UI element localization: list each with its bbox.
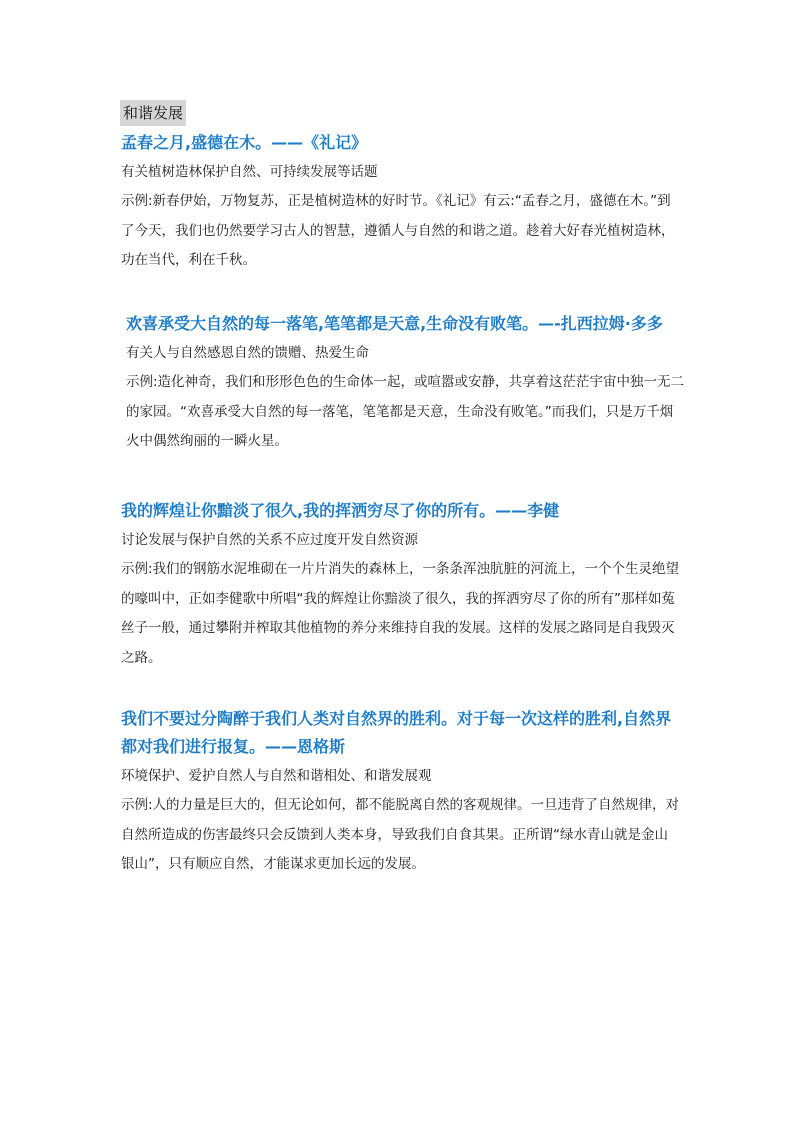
quote-entry [121,705,681,880]
quote-heading: 我们不要过分陶醉于我们人类对自然界的胜利。对于每一次这样的胜利,自然界都对我们进行报复。——恩格斯 [121,709,672,756]
example-paragraph: 示例:新春伊始，万物复苏，正是植树造林的好时节。《礼记》有云:“孟春之月，盛德在木。”到了今天，我们也仍然要学习古人的智慧，遵循人与自然的和谐之道。趁着大好春光植树造林，功在当代，利在千秋。 [121,193,675,268]
quote-entry [126,310,686,457]
quote-heading: 我的辉煌让你黯淡了很久,我的挥洒穷尽了你的所有。——李健 [121,501,560,520]
section-title: 和谐发展 [120,100,186,126]
example-paragraph: 示例:人的力量是巨大的，但无论如何，都不能脱离自然的客观规律。一旦违背了自然规律，对自然所造成的伤害最终只会反馈到人类本身，导致我们自食其果。正所谓“绿水青山就是金山银山”，只有顺应自然，才能谋求更加长远的发展。 [121,797,680,872]
topic-line: 讨论发展与保护自然的关系不应过度开发自然资源 [121,532,418,548]
example-paragraph: 示例:我们的钢筋水泥堆砌在一片片消失的森林上，一条条浑浊肮脏的河流上，一个个生灵绝望的嚎叫中，正如李健歌中所唱“我的辉煌让你黯淡了很久，我的挥洒穷尽了你的所有”那样如菟丝子一般，通过攀附并榨取其他植物的养分来维持自我的发展。这样的发展之路同是自我毁灭之路。 [121,561,680,666]
quote-heading: 孟春之月,盛德在木。——《礼记》 [121,133,368,152]
quote-heading: 欢喜承受大自然的每一落笔,笔笔都是天意,生命没有败笔。—-扎西拉姆·多多 [126,314,663,333]
quote-entry [121,497,681,673]
topic-line: 环境保护、爱护自然人与自然和谐相处、和谐发展观 [121,768,432,784]
quote-entry [121,129,681,276]
topic-line: 有关人与自然感恩自然的馈赠、热爱生命 [126,345,369,361]
example-paragraph: 示例:造化神奇，我们和形形色色的生命体一起，或喧嚣或安静，共享着这茫茫宇宙中独一无二的家园。“欢喜承受大自然的每一落笔，笔笔都是天意，生命没有败笔。”而我们，只是万千烟火中偶然绚丽的一瞬火星。 [126,374,685,449]
topic-line: 有关植树造林保护自然、可持续发展等话题 [121,164,378,180]
